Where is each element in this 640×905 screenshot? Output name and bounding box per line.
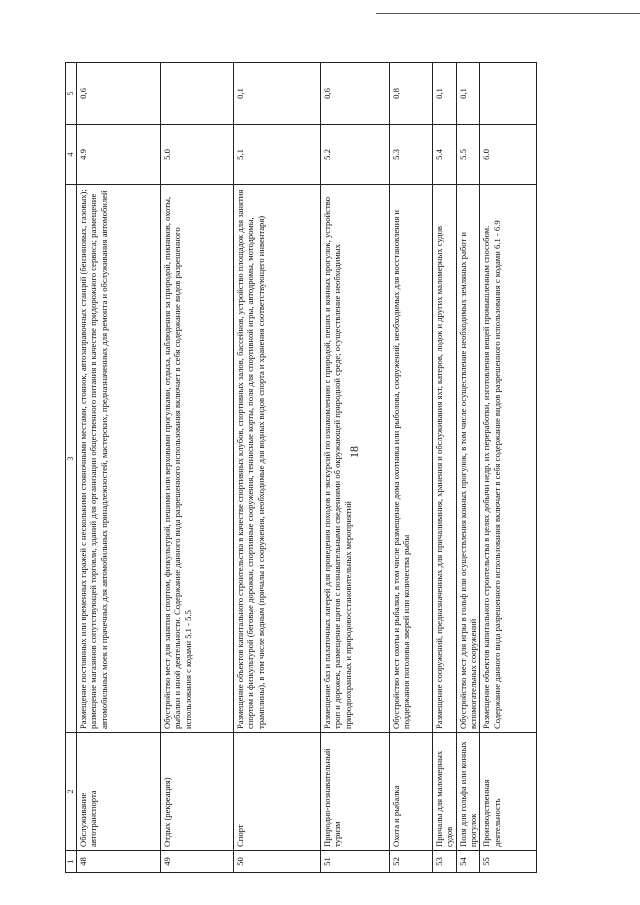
use-description: Размещение постоянных или временных гаражей с несколькими стояночными местами, стоянок, автозаправочных станций (бензиновых, газовых); размещение магазинов сопутствующей торговли, зданий для организации общественного питания в качестве придорожного сервиса; размещение автомобильных моек и прачечных для автомобильных принадлежностей, мастерских, предназначенных для ремонта и обслуживания автомобилей [77,185,161,733]
use-description: Обустройство мест для игры в гольф или осуществления конных прогулок, в том числе осуществление необходимых земляных работ и вспомогательных сооружений [456,185,480,733]
use-description: Размещение сооружений, предназначенных для причаливания, хранения и обслуживания яхт, катеров, лодок и других маломерных судов [433,185,457,733]
row-number: 48 [77,851,161,873]
use-value: 0,8 [390,63,433,125]
table-row [390,63,433,873]
use-code: 5.3 [390,125,433,185]
page-number: 18 [347,446,361,458]
use-name: Природно-познавательный туризм [321,733,390,851]
top-rule [376,13,640,14]
use-description: Обустройство мест охоты и рыбалки, в том числе размещение дома охотника или рыболова, сооружений, необходимых для восстановления и поддержания поголовья зверей или количества рыбы [390,185,433,733]
use-name: Отдых (рекреация) [161,733,234,851]
table-row [433,63,457,873]
use-value [480,63,537,125]
use-code: 6.0 [480,125,537,185]
use-code: 5.1 [234,125,321,185]
table-row [480,63,537,873]
use-value: 0,1 [433,63,457,125]
use-name: Обслуживание автотранспорта [77,733,161,851]
row-number: 50 [234,851,321,873]
use-code: 5.4 [433,125,457,185]
table-row [321,63,390,873]
use-code: 4.9 [77,125,161,185]
use-code: 5.2 [321,125,390,185]
use-value: 0,1 [234,63,321,125]
use-description: Размещение баз и палаточных лагерей для проведения походов и экскурсий по ознакомлению с природой, пеших и конных прогулок, устройство троп и дорожек, размещение щитов с познавательными сведениями об окружающей природной среде; осуществление необходимых природоохранных и природовосстановительных мероприятий [321,185,390,733]
use-name: Охота и рыбалка [390,733,433,851]
column-header: 4 [66,125,77,185]
column-header: 3 [66,185,77,733]
use-code: 5.5 [456,125,480,185]
table-row [161,63,234,873]
row-number: 49 [161,851,234,873]
row-number: 55 [480,851,537,873]
column-header: 5 [66,63,77,125]
table-row [77,63,161,873]
row-number: 52 [390,851,433,873]
table-row [234,63,321,873]
use-name: Спорт [234,733,321,851]
use-code: 5.0 [161,125,234,185]
use-description: Размещение объектов капитального строительства в качестве спортивных клубов, спортивных залов, бассейнов, устройство площадок для занятия спортом и физкультурой (беговые дорожки, спортивные сооружения, теннисные корты, поля для спортивной игры, автодромы, мотодромы, трамплины), в том числе водным (причалы и сооружения, необходимые для водных видов спорта и хранения соответствующего инвентаря) [234,185,321,733]
use-value: 0,6 [77,63,161,125]
use-name: Поля для гольфа или конных прогулок [456,733,480,851]
rotated-table-container [65,63,620,873]
use-description: Обустройство мест для занятия спортом, физкультурой, пешими или верховыми прогулками, отдыха, наблюдения за природой, пикников, охоты, рыбалки и иной деятельности. Содержание данного вида разрешенного использования включает в себя содержание видов разрешенного использования с кодами 5.1 - 5.5 [161,185,234,733]
column-header: 1 [66,851,77,873]
row-number: 53 [433,851,457,873]
row-number: 51 [321,851,390,873]
use-name: Производственная деятельность [480,733,537,851]
column-header: 2 [66,733,77,851]
use-description: Размещение объектов капитального строительства в целях добычи недр, их переработки, изготовления вещей промышленным способом. Содержание данного вида разрешенного использования включает в себя содержание видов разрешенного использования с кодами 6.1 - 6.9 [480,185,537,733]
use-value: 0,1 [456,63,480,125]
use-name: Причалы для маломерных судов [433,733,457,851]
use-value: 0,6 [321,63,390,125]
use-value [161,63,234,125]
land-use-table [65,62,537,873]
table-row [456,63,480,873]
header-row [66,63,77,873]
row-number: 54 [456,851,480,873]
